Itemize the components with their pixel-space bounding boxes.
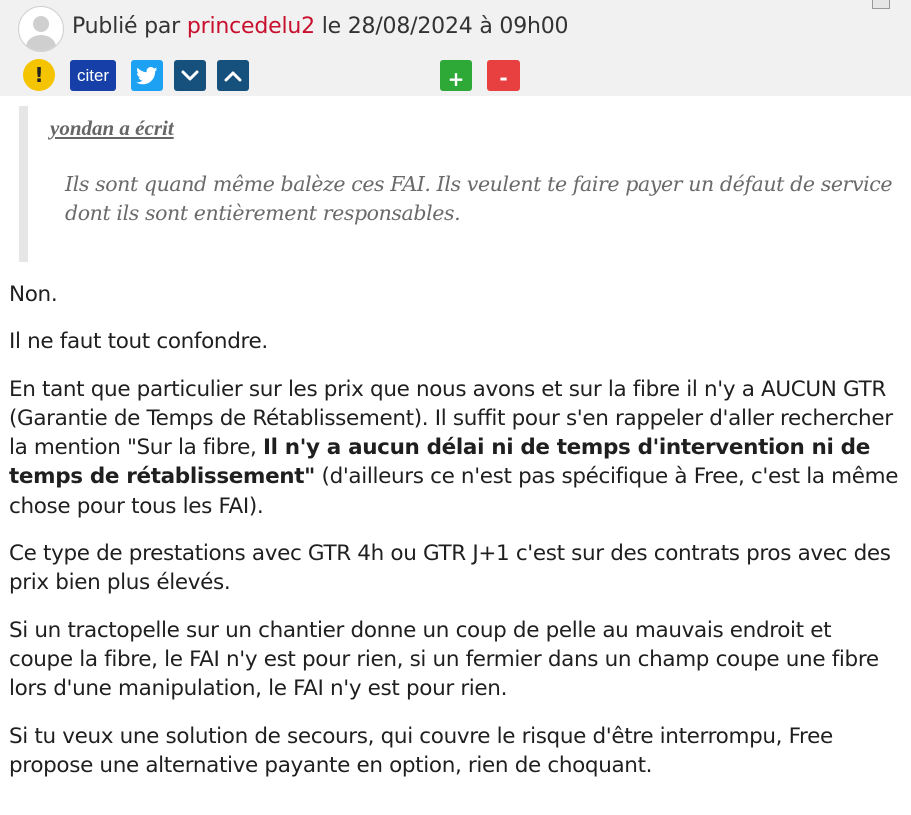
warning-icon: ! <box>34 63 44 87</box>
post-header <box>0 0 911 96</box>
post-date: le 28/08/2024 à 09h00 <box>321 14 569 39</box>
chevron-up-icon <box>224 70 242 82</box>
quote-button[interactable] <box>70 60 116 91</box>
bold-quote: Il n'y a aucun délai ni de temps d'intervention ni de temps de rétablissement" <box>9 435 870 490</box>
quote-text: Ils sont quand même balèze ces FAI. Ils veulent te faire payer un défaut de service dont ils sont entièrement responsables. <box>65 172 893 225</box>
post-byline <box>72 14 568 39</box>
paragraph: Ce type de prestations avec GTR 4h ou GTR J+1 c'est sur des contrats pros avec des prix bien plus élevés. <box>9 541 891 596</box>
paragraph: En tant que particulier sur les prix que nous avons et sur la fibre il n'y a AUCUN GTR (Garantie de Temps de Rétablissement). Il suffit pour s'en rappeler d'aller rechercher la mention "Sur la fibre, Il n'y a aucun délai ni de temps d'intervention ni de temps de rétablissement" (d'ailleurs ce n'est pas spécifique à Free, c'est la même chose pour tous les FAI). <box>9 376 899 519</box>
paragraph: Il ne faut tout confondre. <box>9 329 268 355</box>
twitter-share-button[interactable] <box>131 60 163 91</box>
author-link[interactable]: princedelu2 <box>186 14 315 39</box>
corner-toggle[interactable] <box>872 0 890 9</box>
avatar[interactable] <box>18 6 64 52</box>
chevron-down-icon <box>181 70 199 82</box>
paragraph: Si tu veux une solution de secours, qui couvre le risque d'être interrompu, Free propose une alternative payante en option, rien de choquant. <box>9 723 833 778</box>
quote-author-link[interactable]: yondan a écrit <box>50 116 174 140</box>
downvote-button[interactable] <box>487 60 520 91</box>
quoted-message <box>19 106 898 262</box>
quote-button-label: citer <box>76 65 110 85</box>
plus-icon: + <box>447 66 465 91</box>
previous-post-button[interactable] <box>217 60 249 91</box>
default-user-icon <box>19 7 63 51</box>
paragraph: Si un tractopelle sur un chantier donne un coup de pelle au mauvais endroit et coupe la fibre, le FAI n'y est pour rien, si un fermier dans un champ coupe une fibre lors d'une manipulation, le FAI n'y est pour rien. <box>9 617 879 702</box>
next-post-button[interactable] <box>174 60 206 91</box>
post-content <box>9 280 899 798</box>
report-button[interactable] <box>23 59 55 91</box>
paragraph: Non. <box>9 282 58 307</box>
published-prefix: Publié par <box>72 14 181 39</box>
upvote-button[interactable] <box>440 60 472 91</box>
minus-icon: - <box>499 65 508 90</box>
twitter-icon <box>136 67 158 85</box>
